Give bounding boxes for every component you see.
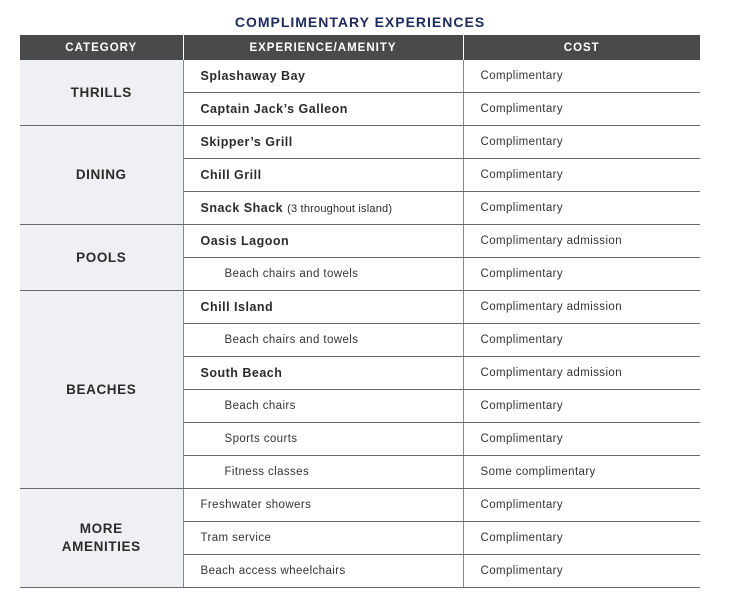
cost-value: Complimentary <box>463 489 700 522</box>
cost-value: Complimentary <box>463 324 700 357</box>
cost-value: Complimentary <box>463 159 700 192</box>
cost-value: Complimentary admission <box>463 225 700 258</box>
experience-name: Chill Grill <box>183 159 463 192</box>
table-row <box>20 225 700 258</box>
table-header-row <box>20 35 700 60</box>
category-thrills: THRILLS <box>20 60 183 126</box>
experience-name: Captain Jack’s Galleon <box>183 93 463 126</box>
experience-name: Oasis Lagoon <box>183 225 463 258</box>
category-amenities-line: AMENITIES <box>61 539 141 554</box>
cost-value: Complimentary <box>463 390 700 423</box>
cost-value: Complimentary <box>463 555 700 588</box>
table-row <box>20 291 700 324</box>
cost-value: Complimentary <box>463 93 700 126</box>
cost-value: Complimentary <box>463 126 700 159</box>
experience-name: Snack Shack <box>200 201 284 215</box>
cost-value: Complimentary admission <box>463 357 700 390</box>
experience-name: Freshwater showers <box>183 489 463 522</box>
cost-value: Complimentary <box>463 258 700 291</box>
cost-value: Complimentary <box>463 60 700 93</box>
experience-name: Tram service <box>183 522 463 555</box>
category-more-amenities <box>20 489 183 588</box>
experience-name: South Beach <box>183 357 463 390</box>
page-title: COMPLIMENTARY EXPERIENCES <box>234 14 486 30</box>
table-row <box>20 60 700 93</box>
experience-name: Beach access wheelchairs <box>183 555 463 588</box>
experience-name: Fitness classes <box>183 456 463 489</box>
table-row <box>20 126 700 159</box>
header-cost: COST <box>463 35 700 60</box>
header-category: CATEGORY <box>20 35 183 60</box>
header-experience: EXPERIENCE/AMENITY <box>183 35 463 60</box>
experience-name: Beach chairs and towels <box>183 258 463 291</box>
experience-name: Sports courts <box>183 423 463 456</box>
experience-name: Beach chairs and towels <box>183 324 463 357</box>
experience-cell <box>183 192 463 225</box>
cost-value: Complimentary <box>463 423 700 456</box>
cost-value: Some complimentary <box>463 456 700 489</box>
experience-name: Skipper’s Grill <box>183 126 463 159</box>
table-row <box>20 489 700 522</box>
category-more-line: MORE <box>79 521 123 536</box>
category-dining: DINING <box>20 126 183 225</box>
cost-value: Complimentary admission <box>463 291 700 324</box>
experience-name: Beach chairs <box>183 390 463 423</box>
experience-note: (3 throughout island) <box>287 203 393 215</box>
experience-name: Splashaway Bay <box>183 60 463 93</box>
category-beaches: BEACHES <box>20 291 183 489</box>
experience-name: Chill Island <box>183 291 463 324</box>
cost-value: Complimentary <box>463 522 700 555</box>
category-pools: POOLS <box>20 225 183 291</box>
cost-value: Complimentary <box>463 192 700 225</box>
experiences-table <box>20 35 700 588</box>
